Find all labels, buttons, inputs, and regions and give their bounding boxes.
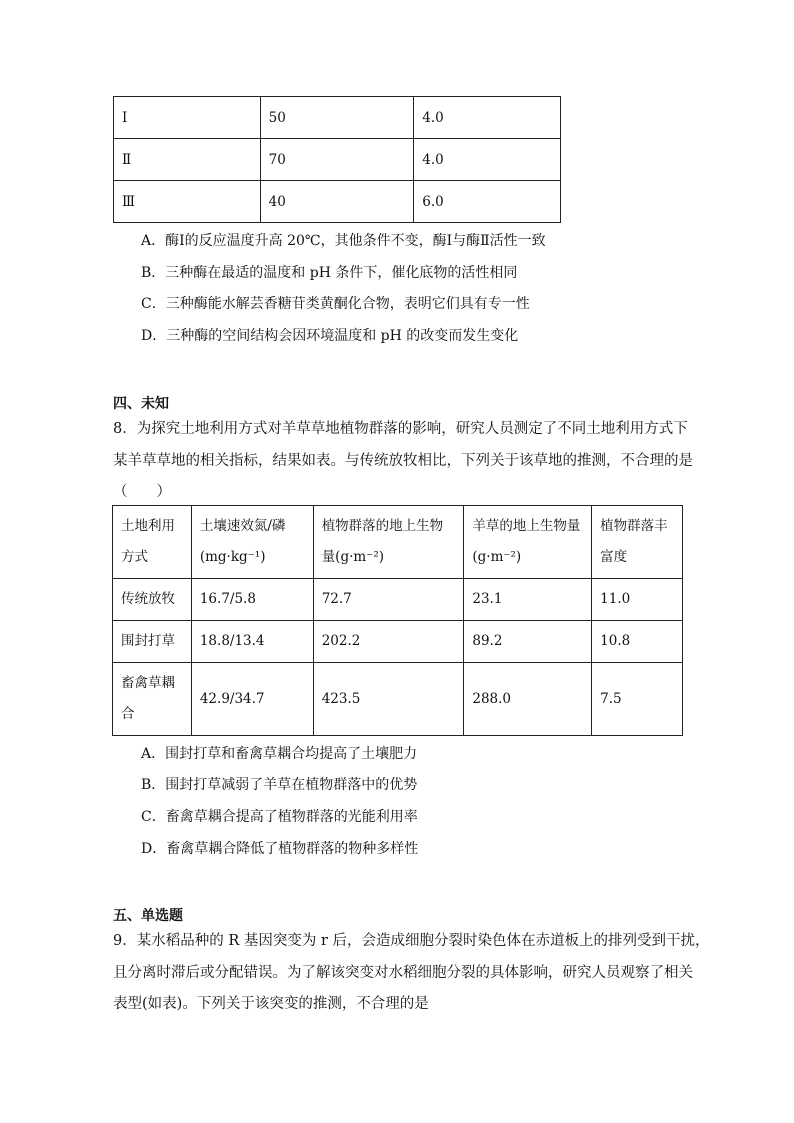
- table-row: [114, 97, 561, 139]
- table-cell: 18.8/13.4: [191, 621, 313, 663]
- table-cell: 423.5: [313, 663, 464, 736]
- table-row: [114, 139, 561, 181]
- column-header: 土壤速效氮/磷 (mg·kg⁻¹): [191, 506, 313, 579]
- question-text-line: 且分离时滞后或分配错误。为了解该突变对水稻细胞分裂的具体影响，研究人员观察了相关: [113, 965, 693, 981]
- q7-option-c: C．三种酶能水解芸香糖苷类黄酮化合物，表明它们具有专一性: [141, 296, 530, 312]
- table-cell: 传统放牧: [113, 579, 192, 621]
- table-cell: 11.0: [592, 579, 683, 621]
- table-cell: 7.5: [592, 663, 683, 736]
- table-row: [113, 663, 683, 736]
- table-cell: 4.0: [414, 97, 561, 139]
- table-cell: 40: [260, 181, 414, 223]
- table-cell: 70: [260, 139, 414, 181]
- table-row: [113, 579, 683, 621]
- table-row: [114, 181, 561, 223]
- land-use-table: [112, 505, 683, 736]
- table-row: [113, 621, 683, 663]
- q7-option-a: A．酶Ⅰ的反应温度升高 20℃，其他条件不变，酶Ⅰ与酶Ⅱ活性一致: [141, 233, 546, 249]
- q8-option-d: D．畜禽草耦合降低了植物群落的物种多样性: [141, 841, 419, 857]
- table-cell: 42.9/34.7: [191, 663, 313, 736]
- table-cell: Ⅱ: [114, 139, 261, 181]
- table-cell: 23.1: [464, 579, 592, 621]
- table-cell: 202.2: [313, 621, 464, 663]
- question-text-line: 8．为探究土地利用方式对羊草草地植物群落的影响，研究人员测定了不同土地利用方式下: [113, 421, 688, 437]
- q7-option-d: D．三种酶的空间结构会因环境温度和 pH 的改变而发生变化: [141, 328, 519, 344]
- table-cell: 288.0: [464, 663, 592, 736]
- q8-option-c: C．畜禽草耦合提高了植物群落的光能利用率: [141, 809, 418, 825]
- column-header: 植物群落的地上生物 量(g·m⁻²): [313, 506, 464, 579]
- table-cell: 89.2: [464, 621, 592, 663]
- section-heading: 五、单选题: [113, 908, 183, 924]
- question-text-line: 表型(如表)。下列关于该突变的推测，不合理的是: [113, 996, 429, 1012]
- section-heading: 四、未知: [113, 396, 169, 412]
- table-header-row: [113, 506, 683, 579]
- question-text-line: （ ）: [113, 484, 171, 500]
- table-cell: 10.8: [592, 621, 683, 663]
- table-cell: 6.0: [414, 181, 561, 223]
- table-cell: 16.7/5.8: [191, 579, 313, 621]
- column-header: 羊草的地上生物量 (g·m⁻²): [464, 506, 592, 579]
- table-cell: Ⅲ: [114, 181, 261, 223]
- table-cell: 畜禽草耦合: [113, 663, 192, 736]
- column-header: 土地利用 方式: [113, 506, 192, 579]
- table-cell: 72.7: [313, 579, 464, 621]
- table-cell: 50: [260, 97, 414, 139]
- table-cell: 4.0: [414, 139, 561, 181]
- q7-option-b: B．三种酶在最适的温度和 pH 条件下，催化底物的活性相同: [141, 265, 518, 281]
- question-text-line: 某羊草草地的相关指标，结果如表。与传统放牧相比，下列关于该草地的推测，不合理的是: [113, 453, 693, 469]
- table-cell: 围封打草: [113, 621, 192, 663]
- enzyme-table: [113, 96, 561, 223]
- q8-option-b: B．围封打草减弱了羊草在植物群落中的优势: [141, 777, 418, 793]
- table-cell: Ⅰ: [114, 97, 261, 139]
- column-header: 植物群落丰 富度: [592, 506, 683, 579]
- q8-option-a: A．围封打草和畜禽草耦合均提高了土壤肥力: [141, 746, 418, 762]
- question-text-line: 9．某水稻品种的 R 基因突变为 r 后，会造成细胞分裂时染色体在赤道板上的排列受到干扰，: [113, 933, 710, 949]
